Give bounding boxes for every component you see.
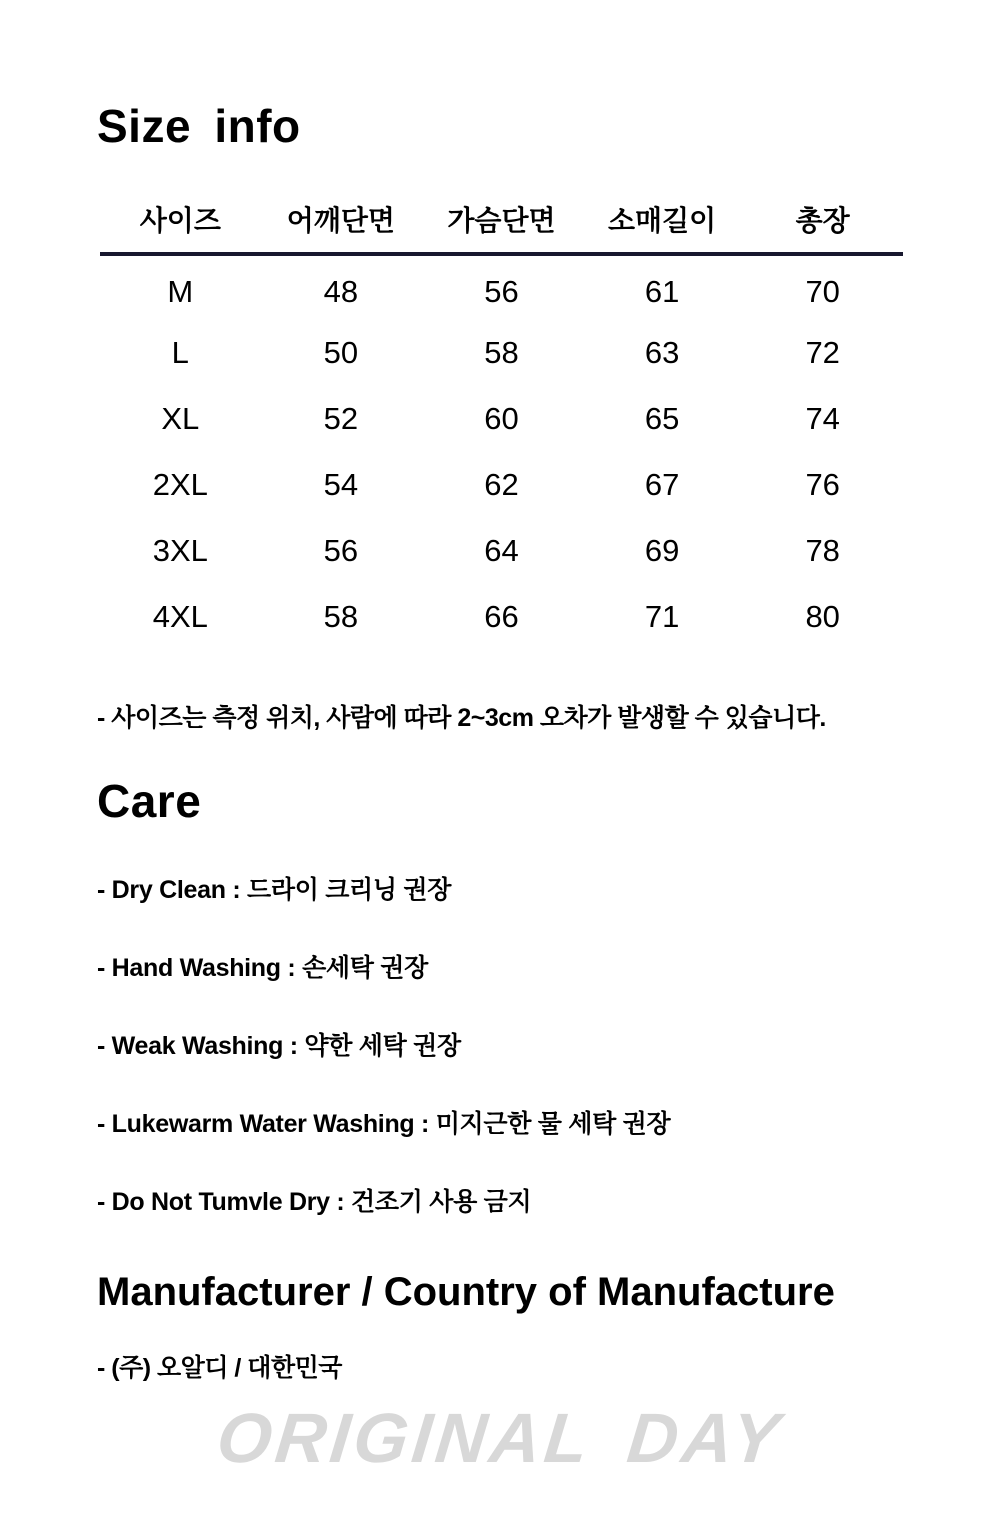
value-cell: 52	[323, 401, 359, 436]
size-cell: XL	[161, 401, 200, 436]
value-cell: 69	[644, 533, 680, 568]
table-row	[100, 584, 903, 650]
table-row	[100, 254, 903, 320]
table-header-row	[100, 207, 903, 254]
care-item-no-tumble-dry: - Do Not Tumvle Dry : 건조기 사용 금지	[97, 1188, 532, 1216]
manufacturer-title: Manufacturer / Country of Manufacture	[97, 1270, 835, 1314]
size-table	[100, 207, 903, 650]
size-cell: 3XL	[152, 533, 208, 568]
value-cell: 64	[484, 533, 519, 568]
value-cell: 76	[805, 467, 840, 502]
column-header-chest: 가슴단면	[447, 205, 556, 236]
care-item-lukewarm-washing: - Lukewarm Water Washing : 미지근한 물 세탁 권장	[97, 1110, 671, 1138]
value-cell: 65	[644, 401, 680, 436]
size-info-title: Size info	[97, 100, 301, 152]
value-cell: 67	[644, 467, 680, 502]
table-row	[100, 518, 903, 584]
value-cell: 74	[805, 401, 840, 436]
table-row	[100, 386, 903, 452]
care-item-dry-clean: - Dry Clean : 드라이 크리닝 권장	[97, 876, 452, 904]
value-cell: 56	[323, 533, 359, 568]
table-row	[100, 452, 903, 518]
care-title: Care	[97, 775, 202, 827]
column-header-sleeve: 소매길이	[607, 205, 717, 236]
value-cell: 63	[644, 335, 680, 370]
size-tolerance-note: - 사이즈는 측정 위치, 사람에 따라 2~3cm 오차가 발생할 수 있습니다.	[97, 704, 826, 732]
value-cell: 56	[484, 274, 519, 309]
value-cell: 61	[644, 274, 680, 309]
size-table-body	[100, 254, 903, 650]
column-header-length: 총장	[795, 205, 850, 236]
value-cell: 62	[484, 467, 519, 502]
care-item-weak-washing: - Weak Washing : 약한 세탁 권장	[97, 1032, 461, 1060]
value-cell: 71	[644, 599, 680, 634]
value-cell: 58	[484, 335, 519, 370]
value-cell: 50	[323, 335, 359, 370]
value-cell: 78	[805, 533, 840, 568]
value-cell: 66	[484, 599, 519, 634]
size-cell: 2XL	[152, 467, 208, 502]
value-cell: 48	[323, 274, 359, 309]
value-cell: 60	[484, 401, 519, 436]
table-row	[100, 320, 903, 386]
value-cell: 70	[805, 274, 840, 309]
size-cell: 4XL	[152, 599, 208, 634]
value-cell: 72	[805, 335, 840, 370]
size-cell: L	[171, 335, 189, 370]
value-cell: 80	[805, 599, 840, 634]
column-header-size: 사이즈	[139, 205, 221, 236]
value-cell: 54	[323, 467, 359, 502]
size-cell: M	[167, 274, 194, 309]
brand-logo: ORIGINAL DAY	[213, 1399, 787, 1477]
care-list	[97, 870, 903, 1218]
value-cell: 58	[323, 599, 359, 634]
manufacturer-line: - (주) 오알디 / 대한민국	[97, 1354, 342, 1382]
size-table-header	[100, 207, 903, 254]
care-item-hand-washing: - Hand Washing : 손세탁 권장	[97, 954, 428, 982]
column-header-shoulder: 어깨단면	[286, 205, 395, 236]
